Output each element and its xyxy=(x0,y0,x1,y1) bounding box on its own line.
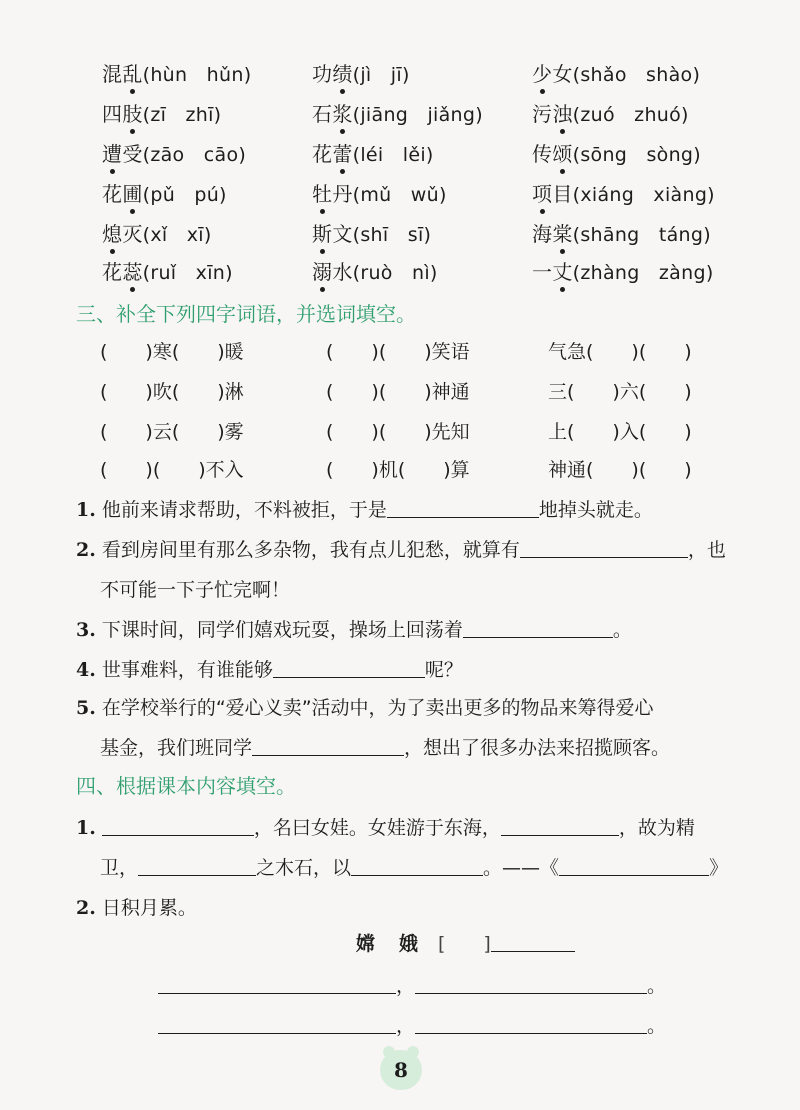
idiom-cell: 上( )入( ) xyxy=(548,421,692,443)
word-char: 斯 xyxy=(312,222,333,246)
pinyin-options[interactable]: (zuó zhuó) xyxy=(572,104,689,126)
section-3-title: 三、补全下列四字词语，并选词填空。 xyxy=(76,302,416,326)
page-number: 8 xyxy=(380,1050,422,1090)
poet-blank[interactable] xyxy=(491,931,575,952)
answer-blank[interactable] xyxy=(252,735,404,756)
pinyin-item xyxy=(102,60,251,89)
answer-blank[interactable] xyxy=(415,1013,647,1034)
answer-blank[interactable] xyxy=(387,497,539,518)
pinyin-options[interactable]: (ruǐ xīn) xyxy=(142,262,233,284)
idiom-cell: 三( )六( ) xyxy=(548,381,692,403)
recite-question-2: 2. 日积月累。 xyxy=(76,897,197,919)
pinyin-item xyxy=(312,140,434,169)
word-char: 绩 xyxy=(332,62,353,86)
word-char: 乱 xyxy=(122,62,143,86)
word-char: 石 xyxy=(312,102,333,126)
word-char: 圃 xyxy=(122,182,143,206)
question-5-continued: 基金，我们班同学 ，想出了很多办法来招揽顾客。 xyxy=(100,737,671,759)
word-char: 蕊 xyxy=(122,260,143,284)
idiom-cell: ( )寒( )暖 xyxy=(100,341,244,363)
pinyin-options[interactable]: (zhàng zàng) xyxy=(572,262,714,284)
pinyin-item xyxy=(312,100,483,129)
word-char: 花 xyxy=(102,260,123,284)
pinyin-options[interactable]: (shī sī) xyxy=(352,224,432,246)
word-char: 丈 xyxy=(552,260,573,284)
question-3: 3. 下课时间，同学们嬉戏玩耍，操场上回荡着 。 xyxy=(76,619,632,641)
pinyin-item xyxy=(312,180,447,209)
pinyin-options[interactable]: (shāng táng) xyxy=(572,224,711,246)
pinyin-options[interactable]: (ruò nì) xyxy=(352,262,438,284)
idiom-cell: 神通( )( ) xyxy=(548,459,692,481)
word-char: 四 xyxy=(102,102,123,126)
word-char: 传 xyxy=(532,142,553,166)
pinyin-item xyxy=(102,100,221,129)
pinyin-options[interactable]: (sōng sòng) xyxy=(572,144,702,166)
pinyin-options[interactable]: (pǔ pú) xyxy=(142,184,227,206)
word-char: 灭 xyxy=(122,222,143,246)
section-4-title: 四、根据课本内容填空。 xyxy=(76,774,296,798)
word-char: 遭 xyxy=(102,142,123,166)
answer-blank[interactable] xyxy=(138,855,256,876)
word-char: 丹 xyxy=(332,182,353,206)
pinyin-item xyxy=(532,180,715,209)
word-char: 混 xyxy=(102,62,123,86)
pinyin-options[interactable]: (zāo cāo) xyxy=(142,144,247,166)
pinyin-item xyxy=(532,220,711,249)
word-char: 熄 xyxy=(102,222,123,246)
question-5: 5. 在学校举行的“爱心义卖”活动中，为了卖出更多的物品来筹得爱心 xyxy=(76,697,654,719)
word-char: 少 xyxy=(532,62,553,86)
word-char: 蕾 xyxy=(332,142,353,166)
word-char: 溺 xyxy=(312,260,333,284)
pinyin-item xyxy=(532,60,700,89)
idiom-cell: 气急( )( ) xyxy=(548,341,692,363)
word-char: 花 xyxy=(312,142,333,166)
idiom-cell: ( )云( )雾 xyxy=(100,421,244,443)
pinyin-options[interactable]: (hùn hǔn) xyxy=(142,64,252,86)
word-char: 受 xyxy=(122,142,143,166)
pinyin-options[interactable]: (xǐ xī) xyxy=(142,224,212,246)
idiom-cell: ( )吹( )淋 xyxy=(100,381,244,403)
answer-blank[interactable] xyxy=(102,815,254,836)
word-char: 棠 xyxy=(552,222,573,246)
answer-blank[interactable] xyxy=(501,815,619,836)
word-char: 花 xyxy=(102,182,123,206)
pinyin-item xyxy=(102,180,227,209)
word-char: 污 xyxy=(532,102,553,126)
pinyin-options[interactable]: (zī zhī) xyxy=(142,104,222,126)
question-2-continued: 不可能一下子忙完啊！ xyxy=(100,579,291,601)
pinyin-item xyxy=(102,258,233,287)
poem-title: 嫦娥 xyxy=(356,933,443,955)
word-char: 女 xyxy=(552,62,573,86)
pinyin-options[interactable]: (léi lěi) xyxy=(352,144,434,166)
word-char: 目 xyxy=(552,182,573,206)
poem-header xyxy=(356,930,575,958)
answer-blank[interactable] xyxy=(520,537,688,558)
pinyin-options[interactable]: (xiáng xiàng) xyxy=(572,184,715,206)
recite-question-1: 1. ，名曰女娃。女娃游于东海， ，故为精 xyxy=(76,817,695,839)
pinyin-item xyxy=(102,140,246,169)
pinyin-item xyxy=(532,258,714,287)
idiom-cell: ( )( )不入 xyxy=(100,459,244,481)
pinyin-item xyxy=(312,60,410,89)
idiom-cell: ( )( )先知 xyxy=(326,421,470,443)
pinyin-item xyxy=(102,220,212,249)
answer-blank[interactable] xyxy=(158,973,396,994)
answer-blank[interactable] xyxy=(158,1013,396,1034)
idiom-cell: ( )机( )算 xyxy=(326,459,470,481)
idiom-cell: ( )( )笑语 xyxy=(326,341,470,363)
poem-dynasty-bracket: [ ] xyxy=(438,933,491,955)
word-char: 项 xyxy=(532,182,553,206)
word-char: 牡 xyxy=(312,182,333,206)
question-4: 4. 世事难料，有谁能够 呢？ xyxy=(76,659,463,681)
pinyin-item xyxy=(312,220,431,249)
pinyin-item xyxy=(532,140,701,169)
word-char: 文 xyxy=(332,222,353,246)
answer-blank[interactable] xyxy=(273,657,425,678)
word-char: 海 xyxy=(532,222,553,246)
pinyin-options[interactable]: (jiāng jiǎng) xyxy=(352,104,483,126)
word-char: 功 xyxy=(312,62,333,86)
answer-blank[interactable] xyxy=(415,973,647,994)
recite-question-1-continued: 卫， 之木石，以 。——《 》 xyxy=(100,857,729,879)
question-1: 1. 他前来请求帮助，不料被拒，于是 地掉头就走。 xyxy=(76,499,653,521)
word-char: 浆 xyxy=(332,102,353,126)
poem-line-1: ， 。 xyxy=(158,972,666,1000)
word-char: 水 xyxy=(332,260,353,284)
question-2: 2. 看到房间里有那么多杂物，我有点儿犯愁，就算有 ，也 xyxy=(76,539,726,561)
pinyin-options[interactable]: (shǎo shào) xyxy=(572,64,701,86)
word-char: 肢 xyxy=(122,102,143,126)
pinyin-options[interactable]: (mǔ wǔ) xyxy=(352,184,447,206)
answer-blank[interactable] xyxy=(559,855,709,876)
pinyin-options[interactable]: (jì jī) xyxy=(352,64,410,86)
word-char: 一 xyxy=(532,260,553,284)
pinyin-item xyxy=(312,258,438,287)
answer-blank[interactable] xyxy=(351,855,483,876)
poem-line-2: ， 。 xyxy=(158,1012,666,1040)
word-char: 颂 xyxy=(552,142,573,166)
word-char: 浊 xyxy=(552,102,573,126)
idiom-cell: ( )( )神通 xyxy=(326,381,470,403)
answer-blank[interactable] xyxy=(463,617,613,638)
pinyin-item xyxy=(532,100,689,129)
